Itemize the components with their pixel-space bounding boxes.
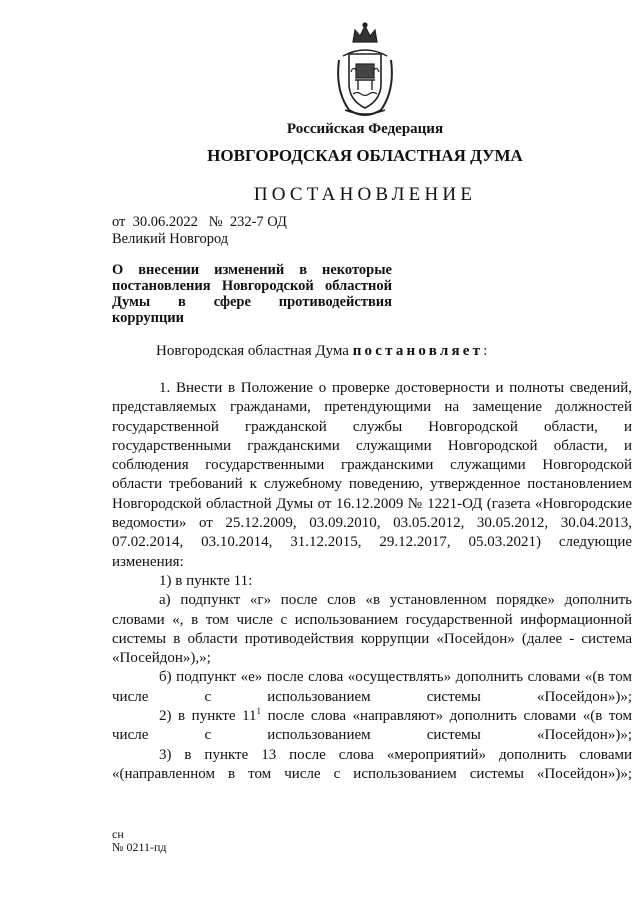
footer-number: № 0211-пд <box>112 840 167 854</box>
item-3: 3) в пункте 13 после слова «мероприятий» дополнить словами «(направленном в том числе с использованием системы «Посейдон»)»; <box>112 746 632 782</box>
date-number-line: от 30.06.2022 № 232-7 ОД <box>112 214 287 230</box>
place-line: Великий Новгород <box>112 231 229 247</box>
document-type-heading: ПОСТАНОВЛЕНИЕ <box>253 184 477 205</box>
paragraph-1: 1. Внести в Положение о проверке достоверности и полноты сведений, представляемых гражданами, претендующими на замещение должностей государственной гражданской службы Новгородской области, и государственными гражданскими служащими Новгородской области, и соблюдения государственными гражданскими служащими Новгородской области требований к служебному поведению, утвержденное постановлением Новгородской областной Думы от 16.12.2009 № 1221-ОД (газета «Новгородские ведомости» от 25.12.2009, 03.09.2010, 03.05.2012, 30.05.2012, 30.04.2013, 07.02.2014, 03.10.2014, 31.12.2015, 29.12.2017, 05.03.2021) следующие изменения: <box>112 380 632 570</box>
subitem-a: а) подпункт «г» после слов «в установленном порядке» дополнить словами «, в том числе с использованием государственной информационной системы в области противодействия коррупции «Посейдон» (далее - система «Посейдон»),»; <box>112 592 632 667</box>
preamble-verb: постановляет <box>352 343 484 359</box>
footer-note <box>112 828 167 854</box>
coat-of-arms-emblem <box>325 20 405 120</box>
item-2-text-b: после слова «направляют» дополнить словами «(в том числе с использованием системы «Посейдон»)»; <box>112 708 632 744</box>
preamble <box>156 343 487 360</box>
decree-body <box>112 379 632 784</box>
preamble-text: Новгородская областная Дума <box>156 343 353 359</box>
footer-initials: сн <box>112 827 124 841</box>
country-heading: Российская Федерация <box>286 121 444 137</box>
item-2-text-a: 2) в пункте 11 <box>159 708 257 725</box>
subject-title: О внесении изменений в некоторые постановления Новгородской областной Думы в сфере противодействия коррупции <box>112 262 392 326</box>
preamble-colon: : <box>483 343 488 359</box>
item-1: 1) в пункте 11: <box>159 572 253 589</box>
subitem-b: б) подпункт «е» после слова «осуществлять» дополнить словами «(в том числе с использованием системы «Посейдон»)»; <box>112 669 632 705</box>
duma-heading: НОВГОРОДСКАЯ ОБЛАСТНАЯ ДУМА <box>207 146 523 165</box>
item-2-superscript: 1 <box>256 706 262 717</box>
item-2 <box>112 707 632 746</box>
